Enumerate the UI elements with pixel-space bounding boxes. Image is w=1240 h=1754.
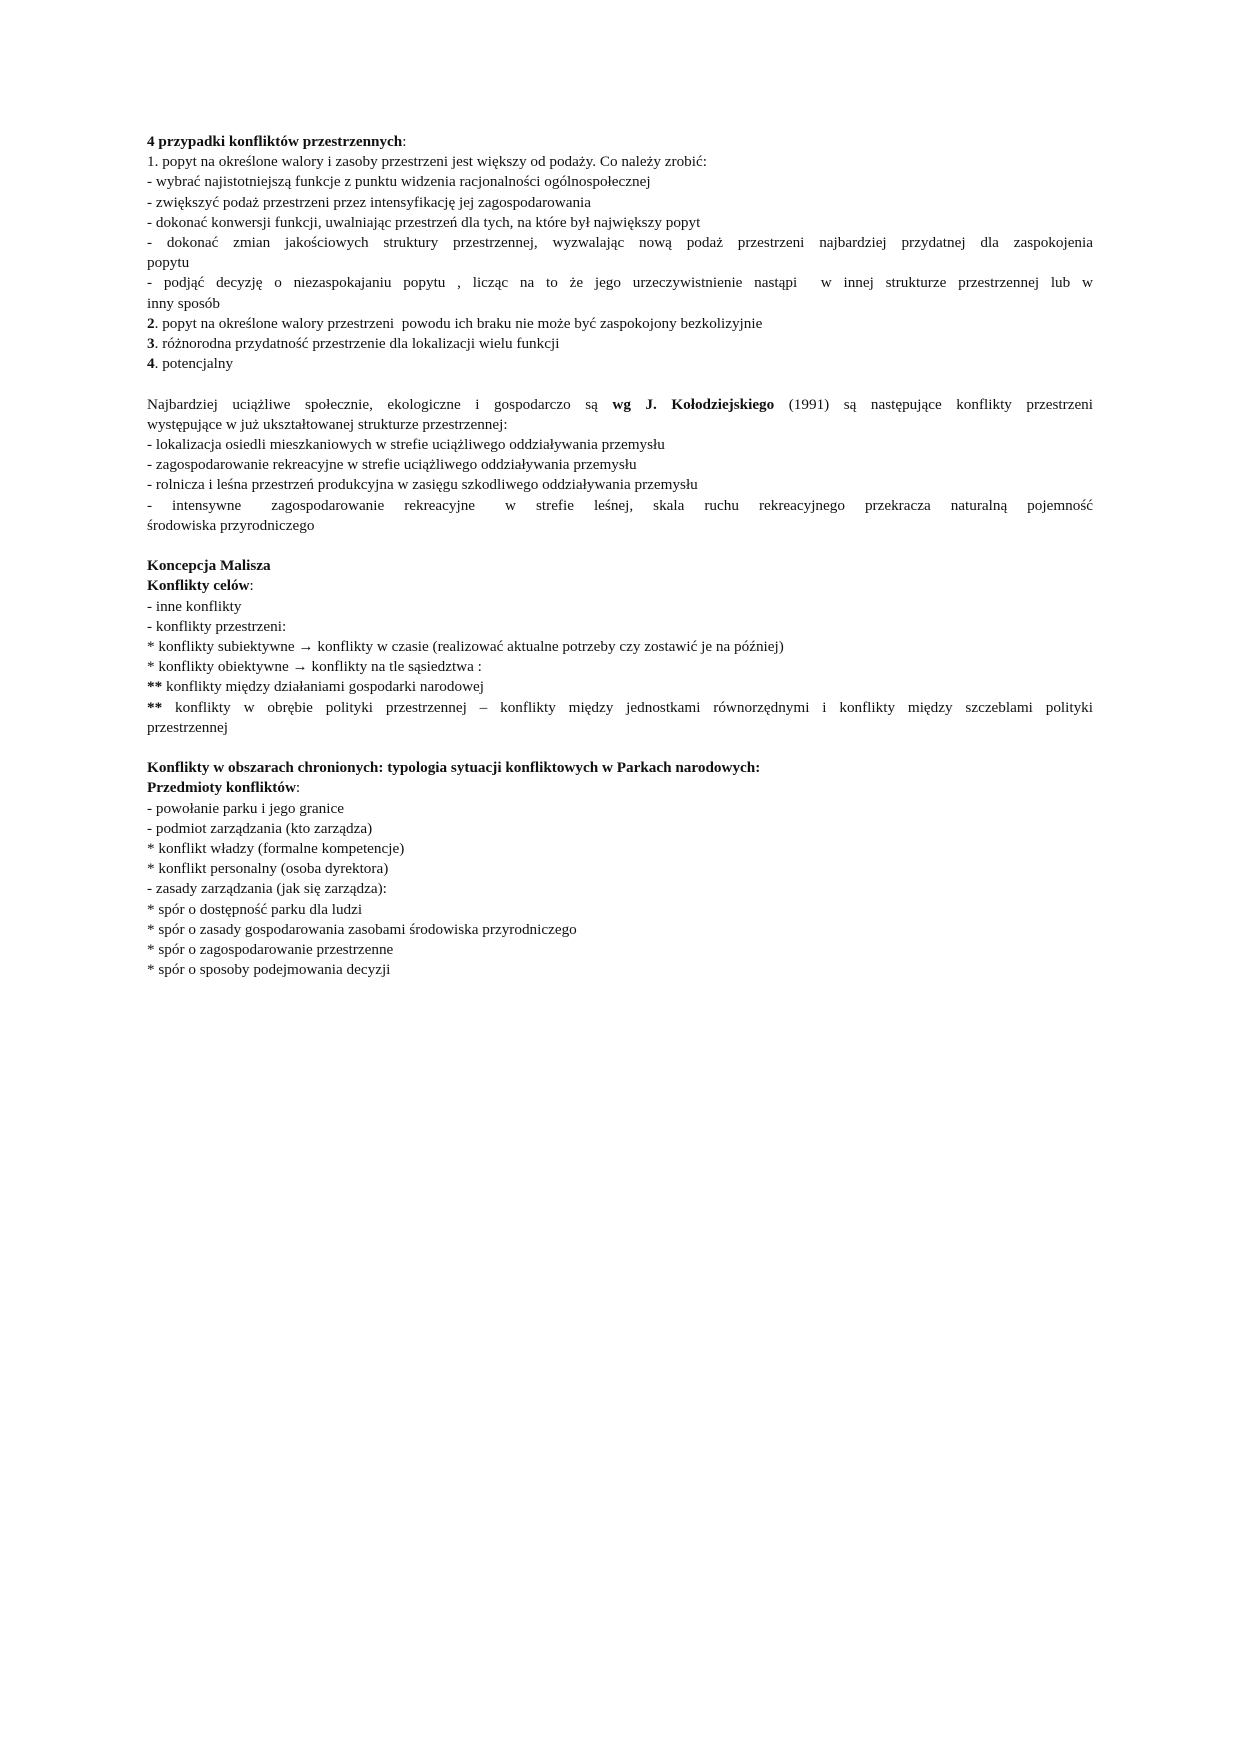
text-line xyxy=(147,152,1093,172)
text-segment: - dokonać konwersji funkcji, uwalniając przestrzeń dla tych, na które był największy popyt xyxy=(147,213,701,231)
text-segment: popytu xyxy=(147,254,190,272)
text-segment: - lokalizacja osiedli mieszkaniowych w strefie uciążliwego oddziaływania przemysłu xyxy=(147,436,665,454)
text-line xyxy=(147,193,1093,213)
text-segment: - podmiot zarządzania (kto zarządza) xyxy=(147,819,373,837)
text-line xyxy=(147,597,1093,617)
text-segment: inny sposób xyxy=(147,294,220,312)
text-segment: * spór o sposoby podejmowania decyzji xyxy=(147,961,391,979)
text-line xyxy=(147,637,1093,657)
text-segment: * konflikty subiektywne → konflikty w czasie (realizować aktualne potrzeby czy zostawić je na później) xyxy=(147,638,784,656)
bold-text: ** xyxy=(147,698,163,716)
text-segment: * spór o dostępność parku dla ludzi xyxy=(147,900,363,918)
text-line xyxy=(147,213,1093,233)
text-line xyxy=(147,415,1093,435)
text-line xyxy=(147,758,1093,778)
text-line xyxy=(147,314,1093,334)
bold-text: wg J. Kołodziejskiego xyxy=(612,395,775,413)
text-segment: . różnorodna przydatność przestrzenie dla lokalizacji wielu funkcji xyxy=(154,335,560,353)
bold-text: ** xyxy=(147,678,163,696)
text-line xyxy=(147,132,1093,152)
text-segment: * spór o zasady gospodarowania zasobami środowiska przyrodniczego xyxy=(147,920,577,938)
text-segment: środowiska przyrodniczego xyxy=(147,516,315,534)
text-segment: - podjąć decyzję o niezaspokajaniu popytu , licząc na to że jego urzeczywistnienie nastąpi w innej strukturze przestrzennej lub w xyxy=(147,274,1093,292)
text-segment: : xyxy=(402,133,407,150)
text-line xyxy=(147,172,1093,192)
bold-text: Konflikty w obszarach chronionych: typologia sytuacji konfliktowych w Parkach narodowych: xyxy=(147,759,761,777)
text-segment: konflikty między działaniami gospodarki narodowej xyxy=(162,678,484,696)
text-line xyxy=(147,556,1093,576)
text-segment: - zwiększyć podaż przestrzeni przez intensyfikację jej zagospodarowania xyxy=(147,193,592,211)
text-segment: * konflikt personalny (osoba dyrektora) xyxy=(147,860,389,878)
text-segment: : xyxy=(249,577,254,595)
text-line xyxy=(147,819,1093,839)
text-line xyxy=(147,475,1093,495)
text-line xyxy=(147,233,1093,253)
text-line xyxy=(147,334,1093,354)
bold-text: 4 xyxy=(147,355,155,373)
text-segment: przestrzennej xyxy=(147,718,228,736)
bold-text: 3 xyxy=(147,335,155,353)
text-line xyxy=(147,657,1093,677)
text-segment: * spór o zagospodarowanie przestrzenne xyxy=(147,941,394,959)
text-segment: Najbardziej uciążliwe społecznie, ekologiczne i gospodarczo są xyxy=(147,395,613,413)
text-line xyxy=(147,516,1093,536)
text-line xyxy=(147,395,1093,415)
text-segment: - intensywne zagospodarowanie rekreacyjne w strefie leśnej, skala ruchu rekreacyjnego przekracza naturalną pojemność xyxy=(147,496,1093,514)
text-segment: : xyxy=(295,779,301,797)
text-segment: konflikty w obrębie polityki przestrzennej – konflikty między jednostkami równorzędnymi i konflikty między szczeblami polityki xyxy=(162,698,1093,716)
text-line xyxy=(147,273,1093,293)
text-line xyxy=(147,778,1093,798)
text-line xyxy=(147,718,1093,738)
text-segment: - wybrać najistotniejszą funkcje z punktu widzenia racjonalności ogólnospołecznej xyxy=(147,173,651,191)
text-line xyxy=(147,879,1093,899)
text-segment: . popyt na określone walory przestrzeni powodu ich braku nie może być zaspokojony bezkolizyjnie xyxy=(154,314,763,332)
text-line xyxy=(147,940,1093,960)
text-line xyxy=(147,576,1093,596)
text-segment: * konflikty obiektywne → konflikty na tle sąsiedztwa : xyxy=(147,658,482,676)
text-line xyxy=(147,900,1093,920)
text-line xyxy=(147,698,1093,718)
text-segment: - rolnicza i leśna przestrzeń produkcyjna w zasięgu szkodliwego oddziaływania przemysłu xyxy=(147,476,698,494)
text-segment: 1. popyt na określone walory i zasoby przestrzeni jest większy od podaży. Co należy zrobić: xyxy=(147,153,707,171)
text-segment: - inne konflikty xyxy=(147,597,242,615)
bold-text: 2 xyxy=(147,314,155,332)
blank-line xyxy=(147,374,1093,394)
text-line xyxy=(147,496,1093,516)
text-segment: (1991) są następujące konflikty przestrzeni xyxy=(774,395,1093,413)
text-line xyxy=(147,960,1093,980)
text-segment: . potencjalny xyxy=(154,355,234,373)
text-segment: - zagospodarowanie rekreacyjne w strefie uciążliwego oddziaływania przemysłu xyxy=(147,456,637,474)
text-segment: - zasady zarządzania (jak się zarządza): xyxy=(147,880,387,898)
bold-text: 4 przypadki konfliktów przestrzennych xyxy=(147,133,403,150)
text-line xyxy=(147,859,1093,879)
blank-line xyxy=(147,536,1093,556)
text-segment: - dokonać zmian jakościowych struktury przestrzennej, wyzwalając nową podaż przestrzeni najbardziej przydatnej dla zaspokojenia xyxy=(147,234,1093,252)
text-line xyxy=(147,294,1093,314)
text-line xyxy=(147,920,1093,940)
text-line xyxy=(147,253,1093,273)
text-line xyxy=(147,799,1093,819)
text-segment: * konflikt władzy (formalne kompetencje) xyxy=(147,840,405,858)
text-line xyxy=(147,617,1093,637)
text-segment: występujące w już ukształtowanej strukturze przestrzennej: xyxy=(147,415,508,433)
text-line xyxy=(147,677,1093,697)
text-line xyxy=(147,354,1093,374)
text-segment: - konflikty przestrzeni: xyxy=(147,617,287,635)
bold-text: Koncepcja Malisza xyxy=(147,557,271,575)
text-line xyxy=(147,455,1093,475)
blank-line xyxy=(147,738,1093,758)
document-page xyxy=(147,132,1093,980)
bold-text: Przedmioty konfliktów xyxy=(147,779,296,797)
text-segment: - powołanie parku i jego granice xyxy=(147,799,344,817)
text-line xyxy=(147,839,1093,859)
text-line xyxy=(147,435,1093,455)
bold-text: Konflikty celów xyxy=(147,577,250,595)
